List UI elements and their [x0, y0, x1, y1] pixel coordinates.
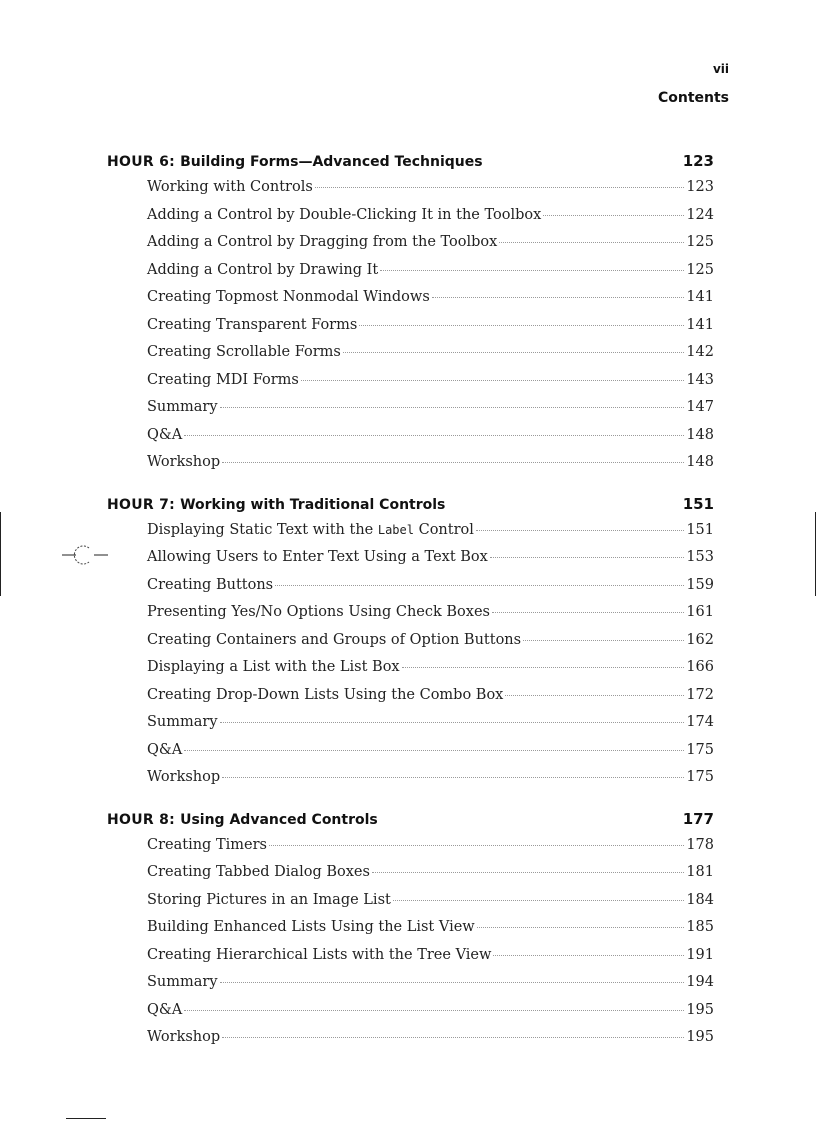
dot-leader: [499, 242, 684, 243]
entry-title-part: Displaying Static Text with the: [147, 521, 378, 538]
toc-entry[interactable]: [147, 632, 714, 660]
entry-title: Creating Tabbed Dialog Boxes: [147, 864, 370, 880]
toc-entry[interactable]: [147, 317, 714, 345]
hour-entries: [107, 522, 714, 797]
hour-page: 151: [682, 494, 714, 513]
dot-leader: [301, 380, 684, 381]
toc-entry[interactable]: [147, 427, 714, 455]
entry-title: Allowing Users to Enter Text Using a Text Box: [147, 549, 488, 565]
running-title: Contents: [657, 90, 729, 106]
entry-title: Workshop: [147, 1029, 221, 1045]
toc-entry[interactable]: [147, 399, 714, 427]
toc-entry[interactable]: [147, 837, 714, 865]
table-of-contents: [107, 152, 714, 1070]
dot-leader: [492, 612, 684, 613]
hour-title: Using Advanced Controls: [180, 811, 378, 828]
dot-leader: [432, 297, 685, 298]
entry-page: 195: [686, 1029, 714, 1045]
toc-entry[interactable]: [147, 454, 714, 482]
toc-entry[interactable]: [147, 919, 714, 947]
toc-entry[interactable]: [147, 864, 714, 892]
entry-page: 172: [686, 686, 714, 703]
hour-section-6: [107, 152, 714, 482]
entry-page: 143: [686, 371, 714, 388]
toc-entry[interactable]: [147, 372, 714, 400]
entry-title: Building Enhanced Lists Using the List View: [147, 919, 475, 935]
toc-entry[interactable]: [147, 289, 714, 317]
toc-entry[interactable]: [147, 234, 714, 262]
hour-label: HOUR 8:: [107, 811, 176, 828]
entry-page: 125: [686, 261, 714, 278]
entry-page: 174: [686, 714, 714, 730]
toc-entry[interactable]: [147, 687, 714, 715]
entry-title: Working with Controls: [147, 179, 313, 195]
dot-leader: [493, 955, 684, 956]
dot-leader: [222, 1037, 684, 1038]
dot-leader: [269, 845, 684, 846]
dot-leader: [184, 435, 684, 436]
entry-title: Displaying a List with the List Box: [147, 659, 400, 675]
dot-leader: [393, 900, 684, 901]
entry-title: [147, 522, 474, 538]
entry-page: 153: [686, 549, 714, 565]
dot-leader: [220, 982, 685, 983]
entry-title: Summary: [147, 714, 218, 730]
entry-title: Summary: [147, 974, 218, 990]
crop-mark-left: [0, 512, 1, 596]
dot-leader: [184, 750, 684, 751]
hour-entries: [107, 837, 714, 1057]
toc-entry[interactable]: [147, 207, 714, 235]
entry-title: Presenting Yes/No Options Using Check Boxes: [147, 604, 490, 620]
hour-heading[interactable]: [107, 810, 714, 832]
dot-leader: [490, 557, 684, 558]
hour-title: Working with Traditional Controls: [180, 496, 446, 513]
entry-page: 185: [686, 919, 714, 935]
entry-page: 125: [686, 234, 714, 250]
entry-title: Q&A: [147, 741, 183, 758]
entry-title: Storing Pictures in an Image List: [147, 891, 391, 908]
entry-title: Adding a Control by Drawing It: [147, 261, 379, 278]
dot-leader: [380, 270, 684, 271]
hour-section-8: [107, 810, 714, 1057]
dot-leader: [523, 640, 684, 641]
entry-title: Q&A: [147, 1001, 183, 1018]
entry-title: Creating Hierarchical Lists with the Tree View: [147, 946, 492, 963]
registration-mark-icon: [62, 542, 108, 568]
entry-title: Q&A: [147, 426, 183, 443]
dot-leader: [220, 407, 685, 408]
entry-page: 162: [686, 631, 714, 648]
entry-page: 194: [686, 974, 714, 990]
dot-leader: [222, 777, 684, 778]
dot-leader: [220, 722, 685, 723]
toc-entry[interactable]: [147, 769, 714, 797]
entry-page: 175: [686, 741, 714, 758]
toc-entry[interactable]: [147, 262, 714, 290]
entry-title: Adding a Control by Dragging from the Toolbox: [147, 234, 498, 250]
hour-label: HOUR 7:: [107, 496, 176, 513]
entry-page: 195: [686, 1001, 714, 1018]
entry-title-part: Control: [413, 521, 474, 538]
hour-page: 177: [682, 809, 714, 828]
hour-label: HOUR 6:: [107, 154, 176, 170]
entry-title: Creating Drop-Down Lists Using the Combo Box: [147, 686, 504, 703]
toc-entry[interactable]: [147, 549, 714, 577]
entry-page: 148: [686, 454, 714, 470]
dot-leader: [275, 585, 684, 586]
hour-page: 123: [682, 152, 714, 170]
toc-entry[interactable]: [147, 892, 714, 920]
entry-page: 191: [686, 946, 714, 963]
toc-entry[interactable]: [147, 974, 714, 1002]
entry-page: 148: [686, 426, 714, 443]
dot-leader: [359, 325, 684, 326]
toc-entry[interactable]: [147, 344, 714, 372]
dot-leader: [402, 667, 685, 668]
entry-page: 123: [686, 179, 714, 195]
toc-entry[interactable]: [147, 522, 714, 550]
hour-section-7: [107, 495, 714, 797]
entry-title: Workshop: [147, 769, 221, 785]
page-number: vii: [712, 62, 729, 76]
entry-title: Creating MDI Forms: [147, 371, 299, 388]
entry-title: Summary: [147, 399, 218, 415]
dot-leader: [505, 695, 684, 696]
entry-page: 161: [686, 604, 714, 620]
hour-heading[interactable]: [107, 495, 714, 517]
hour-title: Building Forms—Advanced Techniques: [180, 154, 483, 170]
entry-page: 178: [686, 836, 714, 853]
entry-title: Creating Transparent Forms: [147, 316, 358, 333]
hour-heading[interactable]: [107, 152, 714, 174]
entry-page: 166: [686, 659, 714, 675]
entry-page: 142: [686, 344, 714, 360]
toc-entry[interactable]: [147, 1002, 714, 1030]
entry-page: 141: [686, 289, 714, 305]
toc-entry[interactable]: [147, 604, 714, 632]
toc-entry[interactable]: [147, 714, 714, 742]
dot-leader: [477, 927, 685, 928]
entry-page: 159: [686, 576, 714, 593]
dot-leader: [184, 1010, 684, 1011]
dot-leader: [222, 462, 684, 463]
hour-entries: [107, 179, 714, 482]
entry-title: Creating Buttons: [147, 576, 274, 593]
entry-title: Creating Topmost Nonmodal Windows: [147, 289, 430, 305]
entry-page: 175: [686, 769, 714, 785]
toc-entry[interactable]: [147, 577, 714, 605]
entry-title: Adding a Control by Double-Clicking It in the Toolbox: [147, 206, 542, 223]
crop-mark-bottom: [66, 1118, 106, 1119]
entry-page: 181: [686, 864, 714, 880]
entry-page: 184: [686, 891, 714, 908]
dot-leader: [476, 530, 684, 531]
toc-entry[interactable]: [147, 659, 714, 687]
dot-leader: [315, 187, 685, 188]
toc-entry[interactable]: [147, 742, 714, 770]
dot-leader: [343, 352, 685, 353]
toc-entry[interactable]: [147, 1029, 714, 1057]
toc-entry[interactable]: [147, 179, 714, 207]
entry-page: 147: [686, 399, 714, 415]
dot-leader: [372, 872, 684, 873]
code-term: Label: [377, 522, 414, 537]
dot-leader: [543, 215, 684, 216]
entry-title: Creating Timers: [147, 836, 267, 853]
entry-page: 151: [686, 521, 714, 538]
entry-page: 141: [686, 316, 714, 333]
entry-title: Workshop: [147, 454, 221, 470]
entry-title: Creating Containers and Groups of Option Buttons: [147, 631, 522, 648]
toc-entry[interactable]: [147, 947, 714, 975]
entry-page: 124: [686, 206, 714, 223]
entry-title: Creating Scrollable Forms: [147, 344, 341, 360]
